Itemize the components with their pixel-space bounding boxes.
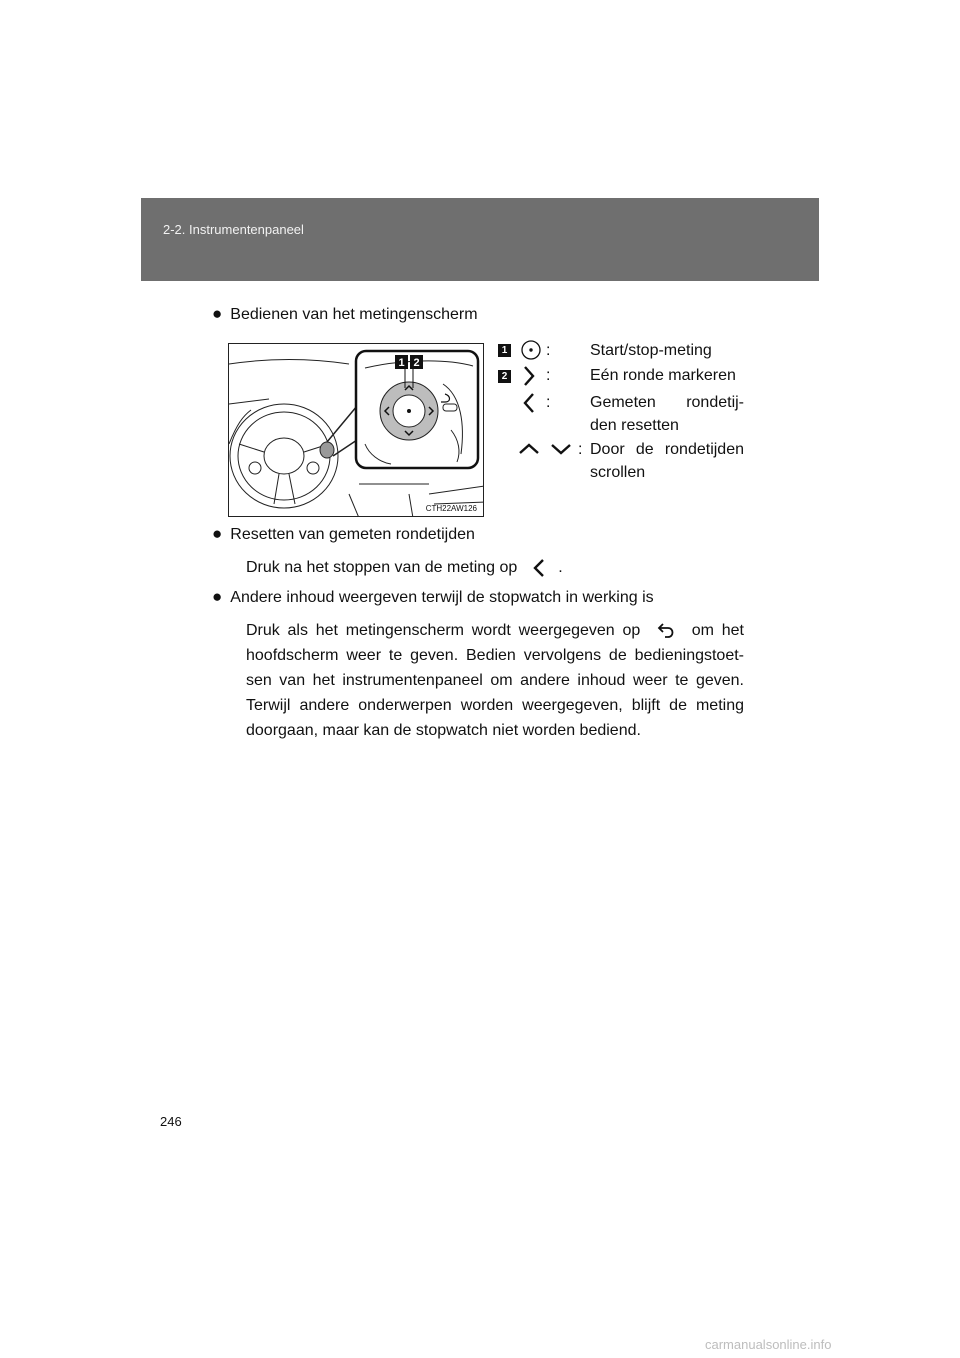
legend-colon-1: : bbox=[546, 342, 551, 359]
watermark: carmanualsonline.info bbox=[705, 1337, 832, 1352]
section-2-text-after: . bbox=[558, 559, 563, 576]
section-title: 2-2. Instrumentenpaneel bbox=[163, 222, 304, 237]
legend-badge-2: 2 bbox=[498, 370, 511, 383]
legend-colon-3: : bbox=[546, 394, 551, 411]
section-3-heading bbox=[212, 587, 654, 607]
section-1-heading bbox=[212, 304, 478, 324]
legend-badge-1: 1 bbox=[498, 344, 511, 357]
bullet-icon: ● bbox=[212, 587, 223, 606]
section-3-text-before: Druk als het metingenscherm wordt weergegeven op bbox=[246, 622, 641, 639]
section-2-heading bbox=[212, 524, 475, 544]
chevron-up-icon bbox=[518, 442, 540, 456]
callout-2: 2 bbox=[413, 357, 420, 369]
figure-code: CTH22AW126 bbox=[425, 504, 477, 513]
illustration-drawing bbox=[229, 344, 484, 517]
section-3-body bbox=[246, 618, 744, 743]
section-2-title: Resetten van gemeten rondetijden bbox=[230, 526, 475, 543]
legend-row-4 bbox=[498, 438, 744, 486]
legend-text-1: Start/stop-meting bbox=[590, 342, 712, 359]
legend-row-1 bbox=[498, 339, 744, 364]
section-3-text-after: om het hoofdscherm weer te geven. Bedien vervolgens de bedieningstoet-sen van het instrumentenpaneel om andere inhoud weer te geven. Terwijl andere onderwerpen worden weergegeven, blijft de meting doorgaan, maar kan de stopwatch niet worden bediend. bbox=[246, 622, 745, 739]
chevron-left-icon bbox=[532, 558, 546, 578]
legend-row-2 bbox=[498, 364, 744, 389]
legend-colon-2: : bbox=[546, 367, 551, 384]
chevron-right-icon bbox=[522, 365, 536, 387]
chevron-left-icon bbox=[522, 392, 536, 414]
center-dot-button-icon bbox=[520, 339, 542, 361]
section-2-body bbox=[246, 555, 744, 580]
legend-text-4: Door de rondetijden scrollen bbox=[590, 441, 744, 481]
bullet-icon: ● bbox=[212, 524, 223, 543]
legend-text-3: Gemeten rondetij-den resetten bbox=[590, 394, 744, 434]
page-number: 246 bbox=[160, 1114, 182, 1129]
steering-switch-illustration bbox=[228, 343, 484, 517]
bullet-icon: ● bbox=[212, 304, 223, 323]
chevron-down-icon bbox=[550, 442, 572, 456]
section-1-title: Bedienen van het metingenscherm bbox=[230, 306, 478, 323]
header-band bbox=[141, 198, 819, 281]
section-3-title: Andere inhoud weergeven terwijl de stopwatch in werking is bbox=[230, 589, 654, 606]
legend-row-3 bbox=[498, 391, 744, 439]
callout-1: 1 bbox=[398, 357, 405, 369]
legend-text-2: Eén ronde markeren bbox=[590, 367, 736, 384]
back-arrow-icon bbox=[656, 622, 678, 640]
section-2-text-before: Druk na het stoppen van de meting op bbox=[246, 559, 518, 576]
legend-colon-4: : bbox=[578, 441, 583, 458]
